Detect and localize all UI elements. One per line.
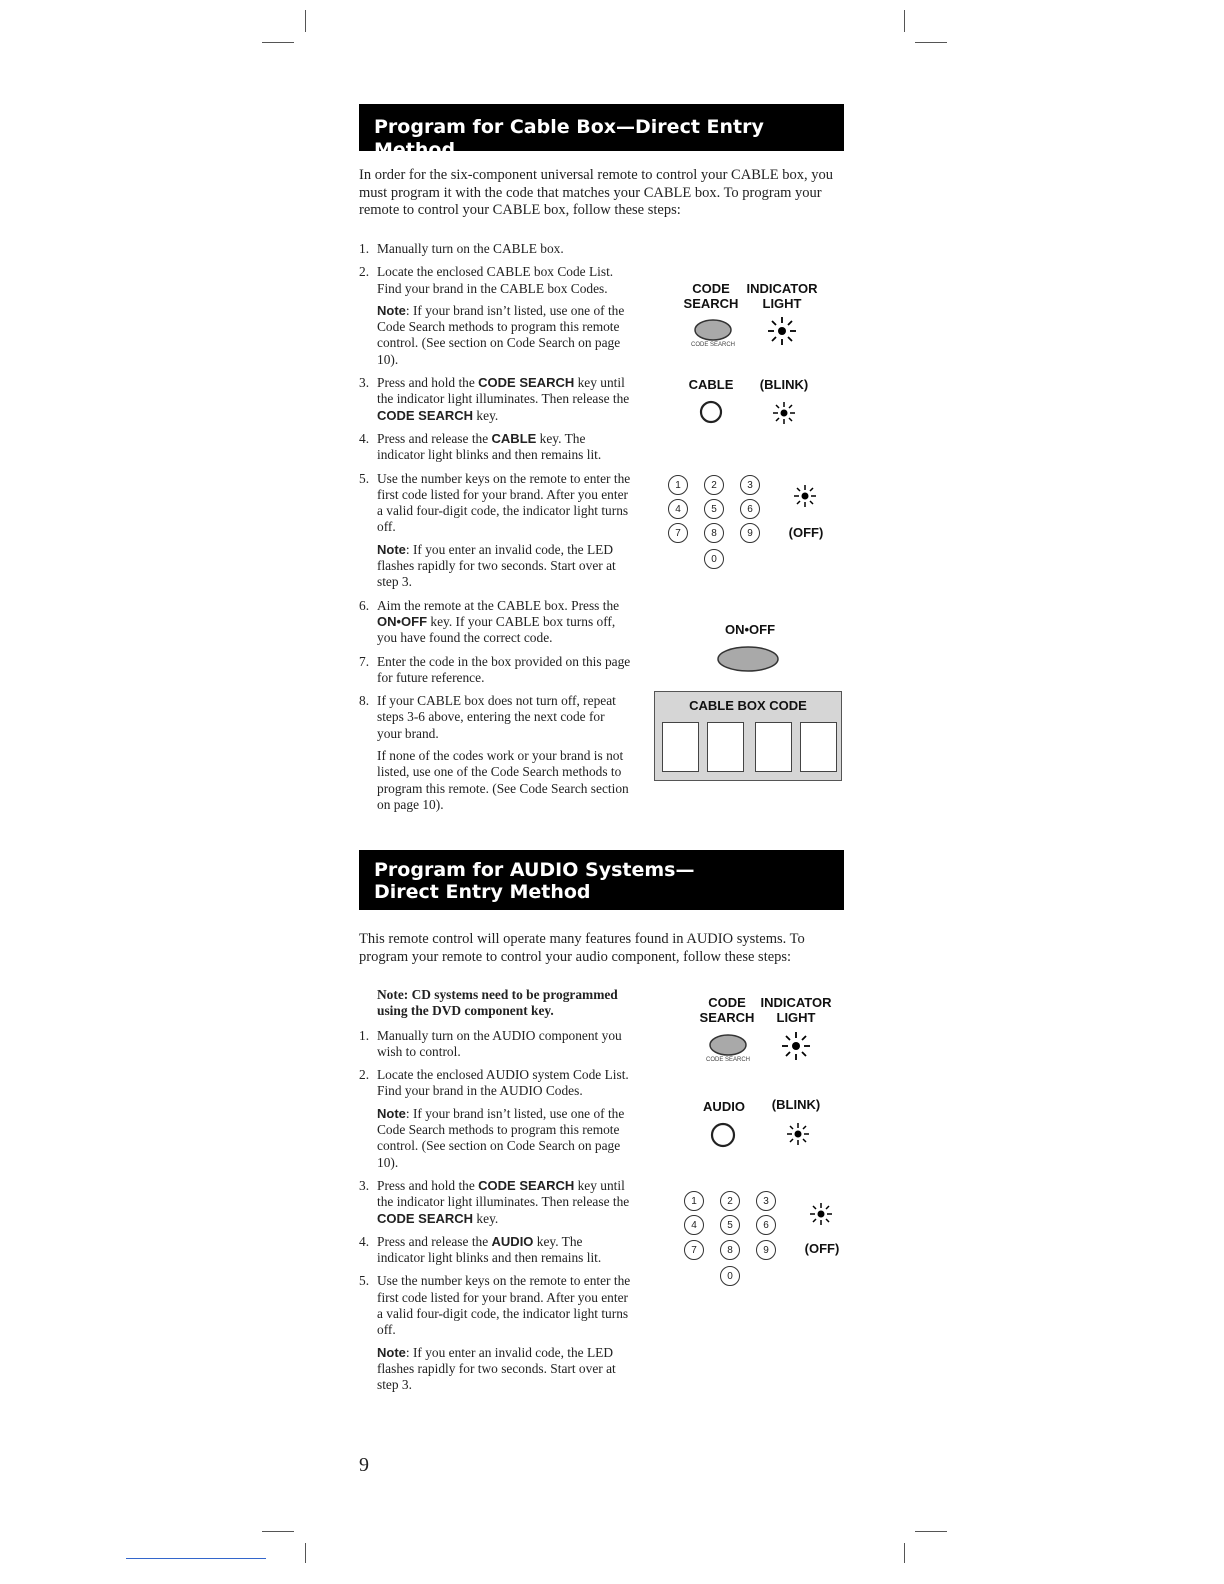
digit-key: 5 — [720, 1215, 740, 1235]
text-run: key. — [473, 407, 499, 423]
key-name: AUDIO — [491, 1233, 534, 1249]
link-underline — [126, 1558, 266, 1559]
cable-box-code-box — [654, 691, 842, 781]
step-number: 1. — [359, 1027, 370, 1043]
audio-key-icon — [708, 1120, 738, 1150]
off-label: (OFF) — [788, 525, 824, 540]
step — [359, 1234, 631, 1267]
step-text — [377, 1178, 631, 1227]
step — [359, 1273, 631, 1393]
step-note — [377, 542, 631, 591]
step-note — [377, 1106, 631, 1171]
blink-label: (BLINK) — [759, 377, 809, 392]
step-text — [377, 598, 631, 647]
digit-key: 8 — [720, 1240, 740, 1260]
steps-audio — [359, 987, 631, 1401]
code-search-key-icon — [683, 318, 743, 348]
step — [359, 1067, 631, 1171]
blink-label: (BLINK) — [771, 1097, 821, 1112]
code-search-key-icon — [698, 1033, 758, 1063]
digit-key: 8 — [704, 523, 724, 543]
indicator-light-label: INDICATOR LIGHT — [746, 281, 818, 311]
cable-label: CABLE — [688, 377, 734, 392]
code-box-title: CABLE BOX CODE — [689, 698, 807, 713]
code-digit-field[interactable] — [707, 722, 744, 772]
digit-key: 6 — [756, 1215, 776, 1235]
text-run: Press and hold the — [377, 375, 479, 391]
step-text: Locate the enclosed CABLE box Code List. Find your brand in the CABLE box Codes. — [377, 264, 614, 296]
text-run: Aim the remote at the CABLE box. Press the — [377, 597, 620, 613]
step-note — [377, 303, 631, 368]
text-run: key. The indicator light blinks and then remains lit. — [377, 430, 602, 463]
code-search-label: CODE SEARCH — [683, 281, 739, 311]
step — [359, 241, 631, 257]
code-digit-field[interactable] — [755, 722, 792, 772]
key-name: CODE SEARCH — [478, 1177, 575, 1193]
note-label: Note — [377, 541, 406, 557]
section-title-cable — [359, 104, 844, 161]
crop-mark — [305, 1543, 306, 1563]
step-number: 4. — [359, 430, 370, 446]
digit-key: 6 — [740, 499, 760, 519]
digit-key: 1 — [668, 475, 688, 495]
onoff-label: ON•OFF — [724, 622, 776, 637]
step-number: 2. — [359, 264, 370, 280]
indicator-light-blink-icon — [785, 1121, 811, 1147]
key-name: CABLE — [491, 430, 537, 446]
key-caption: CODE SEARCH — [690, 342, 736, 348]
cable-key-icon — [697, 398, 725, 426]
off-label: (OFF) — [804, 1241, 840, 1256]
digit-key: 1 — [684, 1191, 704, 1211]
step-number: 6. — [359, 597, 370, 613]
note-label: Note — [377, 1344, 406, 1360]
code-digit-field[interactable] — [800, 722, 837, 772]
step-text — [377, 431, 631, 464]
steps-cable — [359, 241, 631, 820]
step-text: Manually turn on the CABLE box. — [377, 241, 564, 256]
digit-key: 3 — [756, 1191, 776, 1211]
step — [359, 471, 631, 591]
indicator-light-on-icon — [780, 1030, 812, 1062]
section-title-audio — [359, 850, 844, 910]
text-run: key until the indicator light illuminates. Then release the — [377, 375, 630, 407]
audio-label: AUDIO — [703, 1099, 745, 1114]
intro-cable: In order for the six-component universal remote to control your CABLE box, you must program it with the code that matches your CABLE box. To program your remote to control your CABLE box, follow these steps: — [359, 167, 833, 218]
step — [359, 654, 631, 687]
indicator-light-off-icon — [808, 1201, 834, 1227]
crop-mark — [262, 1531, 294, 1532]
note-label: Note — [377, 302, 406, 318]
step-text: Manually turn on the AUDIO component you wish to control. — [377, 1027, 622, 1059]
note-text: : If you enter an invalid code, the LED flashes rapidly for two seconds. Start over at step 3. — [377, 1344, 616, 1393]
key-name: ON•OFF — [377, 613, 428, 629]
step-number: 3. — [359, 375, 370, 391]
note-label: Note — [377, 1105, 406, 1121]
step-text: Enter the code in the box provided on this page for future reference. — [377, 653, 631, 685]
text-run: Press and hold the — [377, 1177, 479, 1193]
step-number: 3. — [359, 1177, 370, 1193]
step-text: If none of the codes work or your brand is not listed, use one of the Code Search methods to program this remote. (See Code Search section on page 10). — [377, 748, 629, 812]
step-number: 7. — [359, 653, 370, 669]
key-name: CODE SEARCH — [377, 407, 474, 423]
step — [359, 693, 631, 813]
step-text — [377, 1234, 631, 1267]
cd-note: Note: CD systems need to be programmed using the DVD component key. — [377, 987, 618, 1019]
intro-audio: This remote control will operate many features found in AUDIO systems. To program your remote to control your audio component, follow these steps: — [359, 931, 805, 965]
text-run: Press and release the — [377, 430, 492, 446]
digit-key: 5 — [704, 499, 724, 519]
note-text: : If your brand isn’t listed, use one of the Code Search methods to program this remote control. (See section on Code Search on page 10). — [377, 302, 625, 367]
key-caption: CODE SEARCH — [705, 1057, 751, 1063]
text-run: key until the indicator light illuminates. Then release the — [377, 1177, 630, 1210]
step-text: Locate the enclosed AUDIO system Code List. Find your brand in the AUDIO Codes. — [377, 1067, 629, 1099]
text-run: key. The indicator light blinks and then remains lit. — [377, 1233, 602, 1266]
text-run: key. — [473, 1210, 499, 1226]
digit-key: 7 — [684, 1240, 704, 1260]
indicator-light-on-icon — [766, 315, 798, 347]
step — [359, 1178, 631, 1227]
section-title-text: Direct Entry Method — [374, 881, 591, 903]
digit-key: 2 — [720, 1191, 740, 1211]
code-search-label: CODE SEARCH — [699, 995, 755, 1025]
note-text: : If your brand isn’t listed, use one of the Code Search methods to program this remote control. (See section on Code Search on page 10). — [377, 1105, 625, 1170]
step-number: 8. — [359, 693, 370, 709]
digit-key: 9 — [740, 523, 760, 543]
digit-key: 7 — [668, 523, 688, 543]
digit-key: 9 — [756, 1240, 776, 1260]
step-number: 5. — [359, 470, 370, 486]
digit-key: 0 — [720, 1266, 740, 1286]
text-run: Press and release the — [377, 1233, 492, 1249]
digit-key: 3 — [740, 475, 760, 495]
step-number: 1. — [359, 241, 370, 256]
crop-mark — [904, 10, 905, 32]
key-name: CODE SEARCH — [377, 1210, 474, 1226]
step-number: 4. — [359, 1233, 370, 1249]
crop-mark — [915, 42, 947, 43]
digit-key: 4 — [684, 1215, 704, 1235]
crop-mark — [262, 42, 294, 43]
indicator-light-off-icon — [792, 483, 818, 509]
step — [359, 375, 631, 424]
section-title-text: Program for Cable Box—Direct Entry Method — [374, 116, 764, 161]
page-number: 9 — [359, 1454, 369, 1476]
crop-mark — [904, 1543, 905, 1563]
digit-key: 2 — [704, 475, 724, 495]
step-text: Use the number keys on the remote to enter the first code listed for your brand. After you enter a valid four-digit code, the indicator light turns off. — [377, 470, 631, 535]
step-number: 5. — [359, 1273, 370, 1289]
step-number: 2. — [359, 1067, 370, 1083]
crop-mark — [305, 10, 306, 32]
digit-key: 0 — [704, 549, 724, 569]
indicator-light-label: INDICATOR LIGHT — [760, 995, 832, 1025]
digit-key: 4 — [668, 499, 688, 519]
step-note — [377, 1345, 631, 1394]
indicator-light-blink-icon — [771, 400, 797, 426]
key-name: CODE SEARCH — [478, 375, 575, 391]
step — [359, 598, 631, 647]
step-text — [377, 375, 631, 424]
step — [359, 1028, 631, 1061]
power-key-icon — [715, 644, 781, 674]
step-text: If your CABLE box does not turn off, repeat steps 3-6 above, entering the next code for your brand. — [377, 693, 616, 741]
step — [359, 264, 631, 368]
note-text: : If you enter an invalid code, the LED flashes rapidly for two seconds. Start over at step 3. — [377, 541, 616, 590]
section-title-text: Program for AUDIO Systems— — [374, 859, 695, 881]
step — [359, 431, 631, 464]
step-text: Use the number keys on the remote to enter the first code listed for your brand. After you enter a valid four-digit code, the indicator light turns off. — [377, 1273, 631, 1338]
code-digit-field[interactable] — [662, 722, 699, 772]
crop-mark — [915, 1531, 947, 1532]
text-run: key. If your CABLE box turns off, you have found the correct code. — [377, 613, 616, 646]
